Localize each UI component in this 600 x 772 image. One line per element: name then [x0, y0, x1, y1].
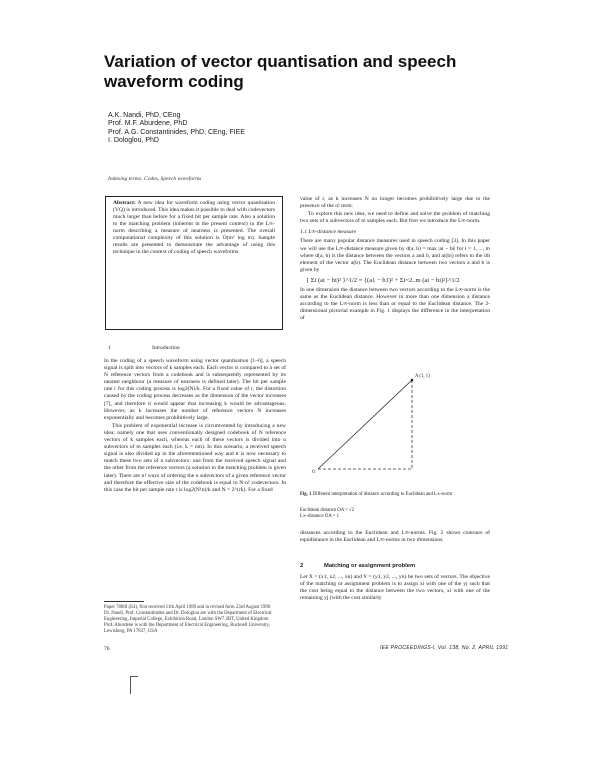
figure-1-diagram — [300, 372, 490, 480]
section-1-number: 1 — [108, 345, 111, 351]
scan-mark — [130, 676, 138, 677]
page-number: 76 — [104, 646, 110, 652]
figure-1-distances — [300, 508, 490, 520]
author-1: A.K. Nandi, PhD, CEng — [108, 112, 181, 119]
figure-1-euclidean-line: Euclidean distance OA = √2 — [300, 508, 355, 513]
section-1-body — [104, 358, 286, 495]
euclidean-distance-line — [318, 380, 412, 469]
figure-1-caption-text: Different interpretation of distance according to Euclidean and L∞-norm — [312, 492, 453, 497]
right-column-bottom — [300, 530, 490, 545]
right-paragraph-4: In one dimension the distance between two vectors according to the L∞-norm is the same as the Euclidean distance. However in more than one dimension a distance according to the L∞-norm is less than or equal to the Euclidean distance. The 2-dimensional pictorial example in Fig. 1 displays the difference in the interpretation of — [300, 287, 490, 322]
abstract-label: Abstract: — [113, 200, 136, 206]
author-list — [108, 112, 245, 146]
paper-title: Variation of vector quantisation and speech waveform coding — [104, 52, 457, 91]
footnote-line-2: Dr. Nandi, Prof. Constantinides and Dr. Dologlou are with the Department of Electrical Engineering, Imperial College, Exhibition Road, London SW7 2BT, United Kingdom — [104, 611, 272, 622]
footnote-divider — [104, 601, 144, 602]
section-2-heading — [300, 563, 415, 569]
author-4: I. Dologlou, PhD — [108, 137, 159, 145]
abstract-text: A new idea for waveform coding using vector quantisation (VQ) is introduced. This idea makes it possible to deal with codevectors much larger than before for a fixed bit per sample rate. Also a solution to the matching problem (inherent in the present context) in the L∞-norm describing a measure of nearness is presented. The overall computational complexity of this solution is O(m² log m). Sample results are presented to demonstrate the advantage of using this technique in the context of coding of speech waveforms. — [113, 200, 276, 255]
figure-1-linf-line: L∞-distance OA = 1 — [300, 514, 340, 519]
section-1-paragraph-1: In the coding of a speech waveform using vector quantisation [1–6], a speech signal is split into vectors of k samples each. Each vector is compared to a set of N reference vectors from a codebook and is subsequently represented by its nearest neighbour (a measure of nearness is defined later). The bit per sample rate r for this coding process is log2(N)/k. For a fixed value of r, the distortion caused by the coding process decreases as the dimension of the vector increases [7], and therefore it would appear that increasing k would be advantageous. However, as k increases the number of reference vectors N increases exponentially and becomes prohibitively large. — [104, 358, 286, 421]
author-2: Prof. M.F. Aburdene, PhD — [108, 120, 188, 128]
figure-1-caption-label: Fig. 1 — [300, 492, 312, 497]
section-2-number: 2 — [300, 563, 304, 569]
section-1-paragraph-2: This problem of exponential increase is circumvented by introducing a new idea; namely one that uses conventionally designed codebook of N reference vectors of k samples each, whereas each of these vectors is divided into n subvectors of m samples each (i.e. k = nm). In this scenario, a received speech signal is also divided up in the aforementioned way and it is now necessary to match these two sets of n subvectors: one from the received speech signal and the other from the reference vectors (a solution to the matching problem is given later). There are n! ways of ordering the n subvectors of a given reference vector and therefore the effective size of the codebook is equal to N·n! codevectors. In this case the bit per sample rate r is log2(N!n)/k and N = 2^(rk). For a fixed — [104, 422, 286, 493]
right-paragraph-5: distances according to the Euclidean and L∞-norms. Fig. 2 shows contours of equidistance in the Euclidean and L∞-norms in two dimensions. — [300, 530, 490, 544]
right-paragraph-6: Let X = (x1, x2, ..., xn) and Y = (y1, y2, ..., yn) be two sets of vectors. The objective of the matching or assignment problem is to assign xi with one of the yj such that the cost being equal to the distance between the two vectors, xi with one of the remaining yj (with the cost similarly — [300, 574, 490, 602]
figure-1-point-label: A (1, 1) — [415, 374, 430, 379]
section-1-heading — [108, 345, 180, 351]
footnote-line-1: Paper 7808I (E4), first received 11th April 1989 and in revised form 23rd August 1990 — [104, 605, 271, 610]
figure-1-origin-label: O — [312, 470, 316, 475]
figure-1-caption — [300, 492, 490, 498]
abstract-box — [105, 196, 283, 330]
section-2-body — [300, 574, 490, 603]
indexing-terms: Indexing terms: Codes, Speech waveforms — [108, 176, 202, 182]
right-column-top — [300, 196, 490, 324]
section-1-title: Introduction — [152, 345, 180, 351]
journal-footer: IEE PROCEEDINGS-I, Vol. 138, No. 2, APRIL 1991 — [380, 645, 509, 651]
footnote — [104, 605, 286, 635]
point-a-marker — [411, 379, 414, 382]
right-paragraph-3: There are many popular distance measures used in speech coding [3]. In this paper we will use the L∞-distance measure given by d(a, b) = max |ai − bi| for i = 1, ..., m where d(a, b) is the distance between the vectors a and b, and ai(bi) refers to the ith element of the vector a(b). The Euclidean distance between two vectors a and b is given by — [300, 238, 490, 273]
euclidean-equation: { Σi (ai − bi)² }^1/2 = {(a1 − b1)² + Σi=2..m (ai − bi)²}^1/2 — [306, 276, 460, 284]
footnote-line-3: Prof. Aburdene is with the Department of Electrical Engineering, Bucknell University, Lewisburg, PA 17837, USA — [104, 623, 270, 634]
right-paragraph-1: value of r, as k increases N no longer becomes prohibitively large due to the presence of the n! term. — [300, 196, 490, 210]
right-paragraph-2: To explore this new idea, we need to define and solve the problem of matching two sets of n subvectors of m samples each. But first we introduce the L∞-norm. — [300, 211, 490, 225]
author-3: Prof. A.G. Constantinides, PhD, CEng, FIEE — [108, 128, 245, 136]
scan-mark — [130, 676, 131, 694]
section-2-title: Matching or assignment problem — [324, 563, 416, 569]
subsection-1-1-heading: 1.1 L∞-distance measure — [300, 229, 357, 236]
